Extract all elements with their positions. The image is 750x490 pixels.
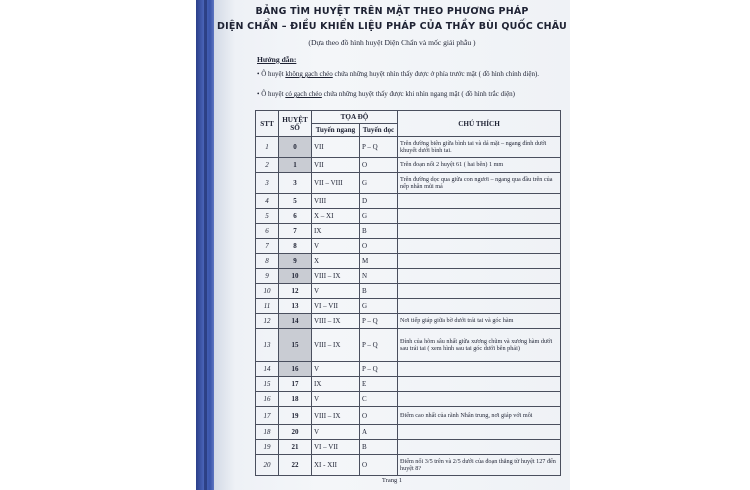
row-horizontal-line: VI – VII <box>312 299 360 314</box>
row-horizontal-line: V <box>312 362 360 377</box>
row-point-number: 16 <box>279 362 312 377</box>
row-vertical-line: P – Q <box>360 137 398 158</box>
row-vertical-line: N <box>360 269 398 284</box>
row-note <box>398 362 561 377</box>
guide-note-2 <box>257 90 562 99</box>
table-row <box>256 284 561 299</box>
row-note: Đỉnh của hõm sâu nhất giữa xương chũm và xương hàm dưới sau trái tai ( xem hình sau tai góc dưới bên phải) <box>398 329 561 362</box>
row-horizontal-line: VIII – IX <box>312 314 360 329</box>
row-stt: 11 <box>256 299 279 314</box>
guide-note-2-suffix: chứa những huyệt thấy được khi nhìn ngang mặt ( đồ hình trắc diện) <box>321 90 516 98</box>
row-stt: 19 <box>256 440 279 455</box>
row-note <box>398 425 561 440</box>
table-row <box>256 269 561 284</box>
row-horizontal-line: VIII <box>312 194 360 209</box>
header-horizontal-line: Tuyến ngang <box>312 124 360 137</box>
row-stt: 12 <box>256 314 279 329</box>
row-point-number: 20 <box>279 425 312 440</box>
row-stt: 18 <box>256 425 279 440</box>
row-vertical-line: C <box>360 392 398 407</box>
row-point-number: 13 <box>279 299 312 314</box>
row-horizontal-line: V <box>312 425 360 440</box>
row-horizontal-line: IX <box>312 224 360 239</box>
guide-note-1 <box>257 70 562 79</box>
document-title-line2: DIỆN CHẨN – ĐIỀU KHIỂN LIỆU PHÁP CỦA THẦY BÙI QUỐC CHÂU <box>217 21 567 32</box>
table-row <box>256 362 561 377</box>
table-row <box>256 209 561 224</box>
row-horizontal-line: V <box>312 239 360 254</box>
guide-note-1-highlight: không gạch chéo <box>285 70 333 78</box>
row-horizontal-line: VIII – IX <box>312 407 360 425</box>
row-stt: 4 <box>256 194 279 209</box>
row-point-number: 22 <box>279 455 312 476</box>
row-vertical-line: A <box>360 425 398 440</box>
table-row <box>256 425 561 440</box>
table-row <box>256 254 561 269</box>
table-row <box>256 299 561 314</box>
row-note: Trên đường dọc qua giữa con ngươi – ngang qua đầu trên của nếp nhân mũi má <box>398 173 561 194</box>
binder-spine <box>204 0 207 490</box>
row-point-number: 5 <box>279 194 312 209</box>
row-point-number: 3 <box>279 173 312 194</box>
row-point-number: 15 <box>279 329 312 362</box>
table-row <box>256 455 561 476</box>
guide-note-2-highlight: có gạch chéo <box>285 90 322 98</box>
row-note <box>398 269 561 284</box>
row-vertical-line: O <box>360 407 398 425</box>
row-note <box>398 254 561 269</box>
row-point-number: 9 <box>279 254 312 269</box>
row-note: Điểm nối 3/5 trên và 2/5 dưới của đoạn thẳng từ huyệt 127 đến huyệt 8? <box>398 455 561 476</box>
row-horizontal-line: X – XI <box>312 209 360 224</box>
page-footer: Trang 1 <box>381 477 403 484</box>
table-row <box>256 377 561 392</box>
row-horizontal-line: IX <box>312 377 360 392</box>
row-stt: 3 <box>256 173 279 194</box>
row-note <box>398 239 561 254</box>
table-body <box>256 137 561 476</box>
row-point-number: 14 <box>279 314 312 329</box>
row-stt: 1 <box>256 137 279 158</box>
row-point-number: 6 <box>279 209 312 224</box>
row-stt: 10 <box>256 284 279 299</box>
row-point-number: 1 <box>279 158 312 173</box>
table-row <box>256 329 561 362</box>
document-title-line1: BẢNG TÌM HUYỆT TRÊN MẶT THEO PHƯƠNG PHÁP <box>255 6 529 17</box>
header-point-number: HUYỆT SỐ <box>279 111 312 137</box>
table-row <box>256 224 561 239</box>
row-horizontal-line: VIII – IX <box>312 269 360 284</box>
row-stt: 16 <box>256 392 279 407</box>
row-horizontal-line: V <box>312 284 360 299</box>
row-note: Nơi tiếp giáp giữa bờ dưới trái tai và góc hàm <box>398 314 561 329</box>
row-horizontal-line: VII – VIII <box>312 173 360 194</box>
row-vertical-line: B <box>360 440 398 455</box>
table-row <box>256 239 561 254</box>
row-vertical-line: O <box>360 239 398 254</box>
row-stt: 13 <box>256 329 279 362</box>
row-stt: 7 <box>256 239 279 254</box>
row-note <box>398 284 561 299</box>
row-horizontal-line: V <box>312 392 360 407</box>
guide-label: Hướng dẫn: <box>257 55 297 64</box>
header-notes: CHÚ THÍCH <box>398 111 561 137</box>
table-row <box>256 194 561 209</box>
row-point-number: 7 <box>279 224 312 239</box>
row-note: Trên đường biên giữa bình tai và dá mặt – ngang đỉnh dưới khuyết dưới bình tai. <box>398 137 561 158</box>
row-point-number: 21 <box>279 440 312 455</box>
row-horizontal-line: VI – VII <box>312 440 360 455</box>
row-note <box>398 392 561 407</box>
row-point-number: 0 <box>279 137 312 158</box>
row-stt: 15 <box>256 377 279 392</box>
row-vertical-line: G <box>360 173 398 194</box>
row-vertical-line: D <box>360 194 398 209</box>
row-point-number: 10 <box>279 269 312 284</box>
header-vertical-line: Tuyến dọc <box>360 124 398 137</box>
row-note <box>398 209 561 224</box>
row-point-number: 17 <box>279 377 312 392</box>
row-note: Điểm cao nhất của rãnh Nhân trung, nơi giáp với môi <box>398 407 561 425</box>
row-horizontal-line: VII <box>312 158 360 173</box>
row-vertical-line: G <box>360 299 398 314</box>
row-vertical-line: B <box>360 224 398 239</box>
guide-note-1-prefix: • Ô huyệt <box>257 70 286 78</box>
row-point-number: 12 <box>279 284 312 299</box>
row-note <box>398 224 561 239</box>
row-note <box>398 377 561 392</box>
acupoint-table <box>255 110 561 476</box>
row-point-number: 18 <box>279 392 312 407</box>
row-note <box>398 440 561 455</box>
row-point-number: 19 <box>279 407 312 425</box>
row-stt: 9 <box>256 269 279 284</box>
row-vertical-line: P – Q <box>360 362 398 377</box>
row-stt: 5 <box>256 209 279 224</box>
row-point-number: 8 <box>279 239 312 254</box>
row-vertical-line: E <box>360 377 398 392</box>
table-row <box>256 407 561 425</box>
row-vertical-line: B <box>360 284 398 299</box>
document-subtitle: (Dựa theo đồ hình huyệt Diện Chẩn và mốc giải phẫu ) <box>308 38 476 47</box>
row-horizontal-line: X <box>312 254 360 269</box>
table-row <box>256 314 561 329</box>
table-row <box>256 173 561 194</box>
row-vertical-line: P – Q <box>360 314 398 329</box>
row-stt: 2 <box>256 158 279 173</box>
row-stt: 14 <box>256 362 279 377</box>
row-stt: 6 <box>256 224 279 239</box>
header-coordinates: TỌA ĐỘ <box>312 111 398 124</box>
header-stt: STT <box>256 111 279 137</box>
row-horizontal-line: XI - XII <box>312 455 360 476</box>
guide-note-2-prefix: • Ô huyệt <box>257 90 286 98</box>
row-vertical-line: G <box>360 209 398 224</box>
guide-note-1-suffix: chứa những huyệt nhìn thấy được ở phía trước mặt ( đồ hình chính diện). <box>332 70 540 78</box>
row-stt: 8 <box>256 254 279 269</box>
row-horizontal-line: VII <box>312 137 360 158</box>
row-note <box>398 194 561 209</box>
row-note: Trên đoạn nối 2 huyệt 61 ( hai bên) 1 mm <box>398 158 561 173</box>
row-vertical-line: P – Q <box>360 329 398 362</box>
table-row <box>256 440 561 455</box>
row-stt: 17 <box>256 407 279 425</box>
row-stt: 20 <box>256 455 279 476</box>
row-note <box>398 299 561 314</box>
row-vertical-line: M <box>360 254 398 269</box>
row-horizontal-line: VIII – IX <box>312 329 360 362</box>
table-row <box>256 137 561 158</box>
row-vertical-line: O <box>360 455 398 476</box>
row-vertical-line: O <box>360 158 398 173</box>
table-row <box>256 158 561 173</box>
table-row <box>256 392 561 407</box>
